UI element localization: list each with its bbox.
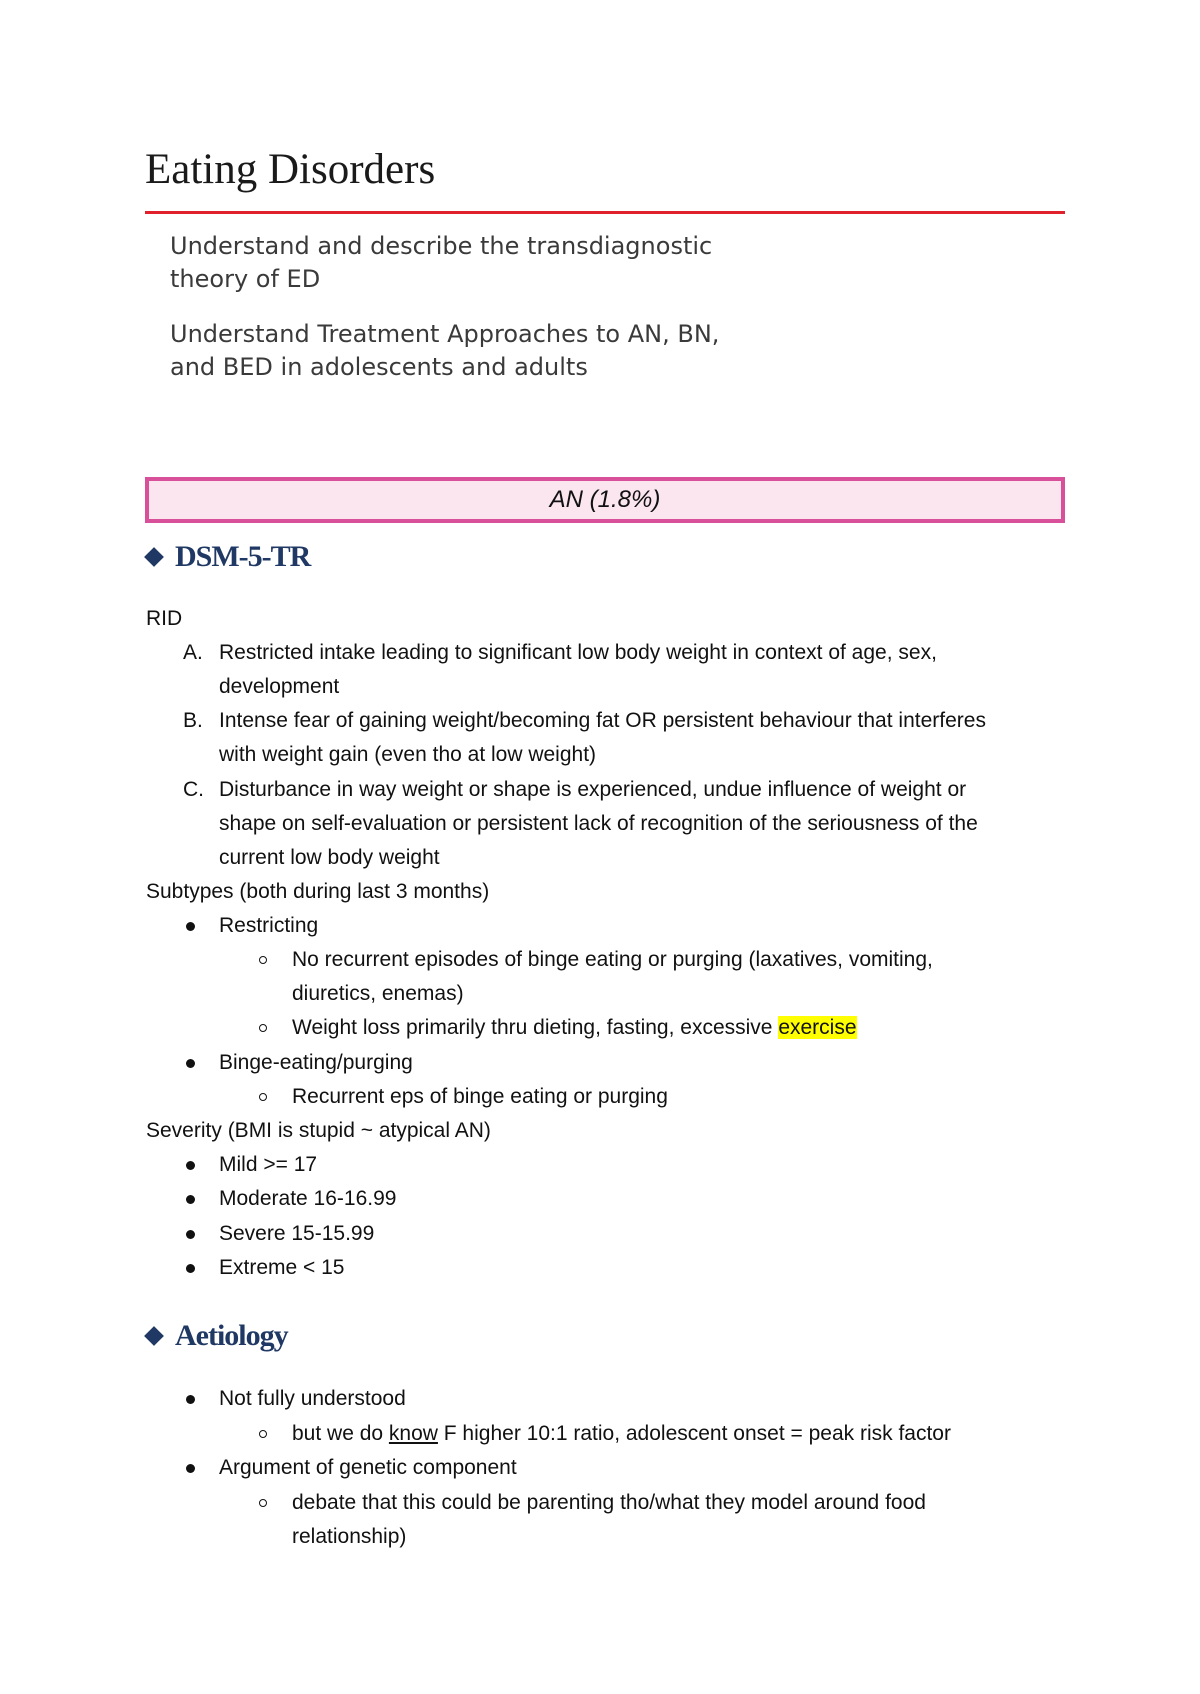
hollow-bullet-icon xyxy=(259,1093,267,1101)
heading-aetiology-text: Aetiology xyxy=(175,1319,288,1352)
aetiology-item-1-sub-post: F higher 10:1 ratio, adolescent onset = peak risk factor xyxy=(437,1422,951,1445)
objective-2: Understand Treatment Approaches to AN, BN, and BED in adolescents and adults xyxy=(170,320,720,381)
bullet-icon xyxy=(186,1464,195,1473)
bullet-icon xyxy=(186,1264,195,1273)
binge-sub: Recurrent eps of binge eating or purging xyxy=(292,1085,668,1108)
restricting-sub-2-text: Weight loss primarily thru dieting, fasting, excessive xyxy=(292,1016,779,1039)
severity-mild: Mild >= 17 xyxy=(219,1153,318,1176)
subtype-binge: Binge-eating/purging xyxy=(219,1051,413,1074)
bullet-icon xyxy=(186,922,195,931)
bullet-icon xyxy=(186,1059,195,1068)
criterion-a-line-2: development xyxy=(219,675,340,698)
restricting-sub-1-line-1: No recurrent episodes of binge eating or purging (laxatives, vomiting, xyxy=(292,948,933,971)
severity-extreme: Extreme < 15 xyxy=(219,1256,345,1279)
aetiology-item-2-sub-line-2: relationship) xyxy=(292,1525,407,1548)
bullet-icon xyxy=(186,1195,195,1204)
aetiology-item-2-sub-line-1: debate that this could be parenting tho/what they model around food xyxy=(292,1491,926,1514)
learning-objectives xyxy=(170,230,770,406)
aetiology-item-1-sub-pre: but we do xyxy=(292,1422,389,1445)
hollow-bullet-icon xyxy=(259,1430,267,1438)
title-underline xyxy=(145,211,1065,214)
criterion-b-line-2: with weight gain (even tho at low weight) xyxy=(219,743,597,766)
heading-dsm-text: DSM-5-TR xyxy=(175,540,311,573)
criterion-c-line-2: shape on self-evaluation or persistent lack of recognition of the seriousness of the xyxy=(219,812,978,835)
criterion-c-marker: C. xyxy=(183,778,204,801)
heading-aetiology xyxy=(143,1319,288,1353)
highlighted-word: exercise xyxy=(778,1016,857,1039)
severity-label: Severity (BMI is stupid ~ atypical AN) xyxy=(146,1119,491,1142)
criterion-c-line-3: current low body weight xyxy=(219,846,440,869)
hollow-bullet-icon xyxy=(259,956,267,964)
aetiology-item-2: Argument of genetic component xyxy=(219,1456,517,1479)
aetiology-item-1-sub xyxy=(292,1417,951,1451)
severity-severe: Severe 15-15.99 xyxy=(219,1222,375,1245)
severity-moderate: Moderate 16-16.99 xyxy=(219,1187,397,1210)
aetiology-item-1: Not fully understood xyxy=(219,1387,406,1410)
objective-1: Understand and describe the transdiagnostic theory of ED xyxy=(170,232,713,293)
section-banner-an: AN (1.8%) xyxy=(145,477,1065,523)
diamond-bullet-icon xyxy=(144,1326,164,1346)
criterion-c-line-1: Disturbance in way weight or shape is experienced, undue influence of weight or xyxy=(219,778,967,801)
restricting-sub-1-line-2: diuretics, enemas) xyxy=(292,982,464,1005)
heading-dsm xyxy=(143,540,310,574)
hollow-bullet-icon xyxy=(259,1499,267,1507)
hollow-bullet-icon xyxy=(259,1024,267,1032)
subtypes-label: Subtypes (both during last 3 months) xyxy=(146,880,490,903)
bullet-icon xyxy=(186,1161,195,1170)
criterion-a-marker: A. xyxy=(183,641,203,664)
criterion-b-line-1: Intense fear of gaining weight/becoming fat OR persistent behaviour that interferes xyxy=(219,709,986,732)
restricting-sub-2 xyxy=(292,1011,857,1045)
bullet-icon xyxy=(186,1230,195,1239)
bullet-icon xyxy=(186,1395,195,1404)
document-title: Eating Disorders xyxy=(145,146,436,193)
underlined-word: know xyxy=(388,1422,438,1445)
rid-label: RID xyxy=(146,607,183,630)
criterion-b-marker: B. xyxy=(183,709,203,732)
criterion-a-line-1: Restricted intake leading to significant low body weight in context of age, sex, xyxy=(219,641,937,664)
subtype-restricting: Restricting xyxy=(219,914,319,937)
diamond-bullet-icon xyxy=(144,547,164,567)
